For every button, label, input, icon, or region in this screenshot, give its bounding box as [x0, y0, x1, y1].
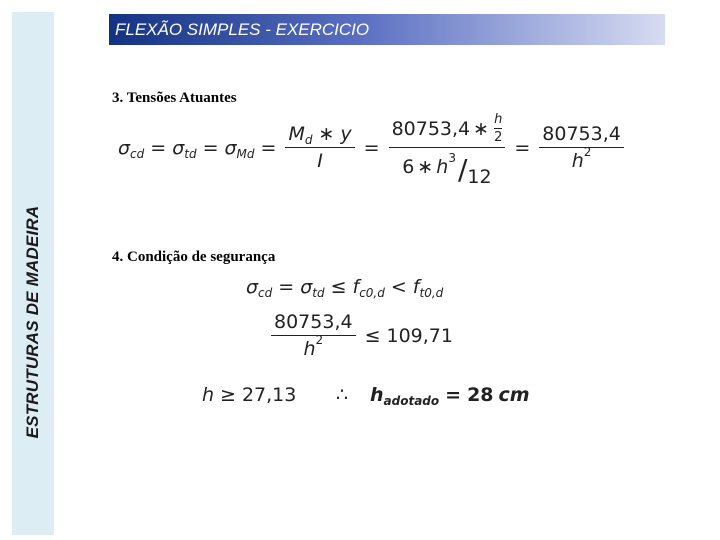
fraction-bar — [494, 128, 502, 129]
equals-sign: = — [514, 136, 531, 159]
divisor-12: 12 — [467, 165, 492, 188]
equation-adopted-height — [370, 384, 530, 406]
section-heading-seguranca: 4. Condição de segurança — [112, 249, 276, 265]
title-bar — [109, 14, 665, 45]
limit-value: 109,71 — [386, 324, 453, 347]
times-sign: ∗ — [473, 117, 490, 140]
subscript-t0d: t0,d — [419, 286, 444, 300]
moment-symbol: M — [288, 123, 305, 145]
subscript-c0d: c0,d — [359, 286, 385, 300]
less-than-sign: < — [390, 276, 407, 298]
fraction-h-over-2 — [494, 112, 502, 145]
equals-sign: = — [150, 136, 167, 159]
subscript-td: td — [312, 286, 325, 300]
equals-sign: = — [445, 384, 462, 406]
less-equal-sign: ≤ — [330, 276, 347, 298]
therefore-symbol: ∴ — [336, 384, 349, 406]
sigma-symbol: σ — [224, 136, 237, 159]
exponent-2: 2 — [583, 145, 592, 159]
equals-sign: = — [363, 136, 380, 159]
times-sign: ∗ — [417, 155, 434, 178]
sigma-symbol: σ — [246, 276, 259, 298]
equation-limit — [268, 311, 453, 360]
factor-6: 6 — [402, 155, 415, 178]
fraction-moment-over-inertia — [389, 112, 506, 188]
h-symbol: h — [202, 384, 215, 406]
f-symbol: f — [352, 276, 360, 298]
h-symbol: h — [436, 155, 449, 178]
page-title: FLEXÃO SIMPLES - EXERCICIO — [115, 19, 370, 39]
subscript-cd: cd — [130, 146, 145, 161]
equation-condition — [246, 276, 443, 298]
h-symbol: h — [571, 150, 584, 172]
unit-cm: cm — [498, 384, 530, 406]
moment-value: 80753,4 — [391, 117, 471, 140]
equals-sign: = — [202, 136, 219, 159]
inertia-symbol: I — [317, 150, 323, 172]
subscript-adotado: adotado — [383, 394, 440, 408]
exponent-3: 3 — [448, 150, 456, 165]
f-symbol: f — [412, 276, 420, 298]
y-symbol: y — [340, 123, 352, 145]
fraction-stress — [271, 311, 356, 360]
denominator-2: 2 — [494, 130, 503, 145]
sigma-symbol: σ — [300, 276, 313, 298]
section-heading-tensoes: 3. Tensões Atuantes — [112, 90, 237, 106]
fraction-md-y-over-i — [285, 123, 354, 172]
subscript-cd: cd — [258, 286, 273, 300]
times-sign: ∗ — [318, 123, 335, 145]
h-symbol: h — [494, 112, 503, 127]
equation-stress — [118, 112, 627, 188]
sigma-symbol: σ — [172, 136, 185, 159]
subscript-d: d — [304, 133, 313, 147]
less-equal-sign: ≤ — [364, 324, 381, 347]
h-symbol: h — [370, 384, 384, 406]
subscript-md: Md — [236, 146, 255, 161]
moment-value: 80753,4 — [542, 123, 621, 145]
sigma-symbol: σ — [118, 136, 131, 159]
greater-equal-sign: ≥ — [220, 384, 236, 406]
adopted-height-value: 28 — [467, 384, 494, 406]
fraction-result — [539, 123, 624, 172]
sidebar-label: ESTRUTURAS DE MADEIRA — [23, 205, 42, 439]
equals-sign: = — [278, 276, 295, 298]
min-height-value: 27,13 — [241, 384, 297, 406]
exponent-2: 2 — [315, 333, 324, 347]
moment-value: 80753,4 — [274, 311, 353, 333]
subscript-td: td — [184, 146, 197, 161]
equals-sign: = — [260, 136, 277, 159]
h-symbol: h — [303, 338, 316, 360]
equation-min-height — [202, 384, 296, 406]
slash-divider: / — [457, 153, 468, 186]
